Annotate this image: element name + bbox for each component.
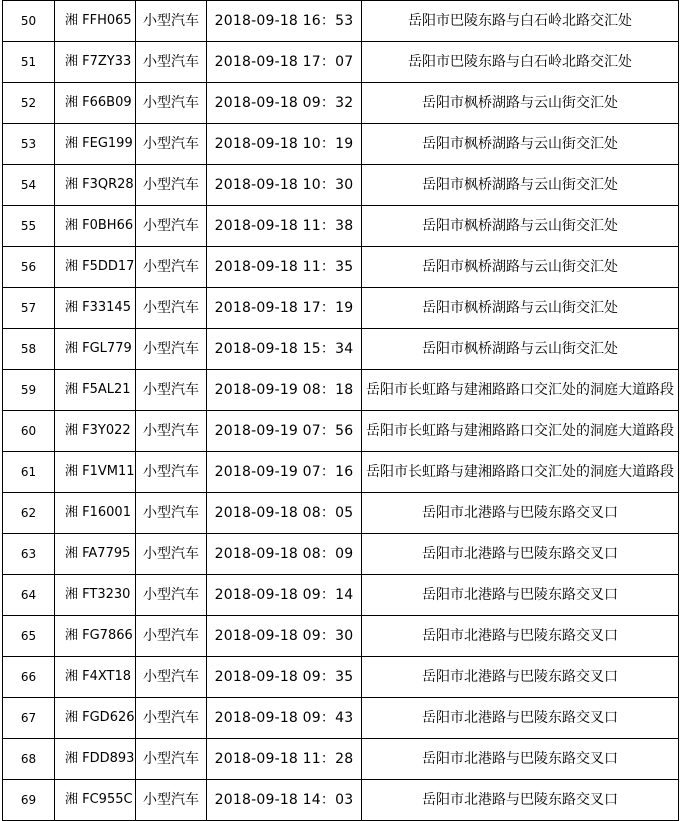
plate-number: 湘 FGD626 bbox=[55, 698, 136, 739]
violation-location bbox=[362, 534, 679, 575]
plate-number: 湘 F66B09 bbox=[55, 83, 136, 124]
row-number: 60 bbox=[3, 411, 55, 452]
violation-time: 2018-09-18 14：03 bbox=[207, 780, 362, 821]
violation-time: 2018-09-19 07：56 bbox=[207, 411, 362, 452]
violation-location bbox=[362, 616, 679, 657]
violation-time: 2018-09-18 16：53 bbox=[207, 1, 362, 42]
violation-location bbox=[362, 780, 679, 821]
violation-time: 2018-09-18 15：34 bbox=[207, 329, 362, 370]
row-number: 50 bbox=[3, 1, 55, 42]
location-text: 岳阳市枫桥湖路与云山街交汇处 bbox=[422, 341, 618, 357]
table-row bbox=[3, 493, 679, 534]
violation-time: 2018-09-18 11：35 bbox=[207, 247, 362, 288]
location-text: 岳阳市枫桥湖路与云山街交汇处 bbox=[422, 177, 618, 193]
table-row bbox=[3, 1, 679, 42]
violation-time: 2018-09-18 11：38 bbox=[207, 206, 362, 247]
vehicle-type: 小型汽车 bbox=[136, 739, 207, 780]
violation-time: 2018-09-18 09：43 bbox=[207, 698, 362, 739]
location-text: 岳阳市长虹路与建湘路路口交汇处的洞庭大道路段 bbox=[366, 423, 674, 439]
violation-time: 2018-09-18 17：19 bbox=[207, 288, 362, 329]
plate-number: 湘 FGL779 bbox=[55, 329, 136, 370]
row-number: 53 bbox=[3, 124, 55, 165]
vehicle-type: 小型汽车 bbox=[136, 616, 207, 657]
vehicle-type: 小型汽车 bbox=[136, 42, 207, 83]
location-text: 岳阳市长虹路与建湘路路口交汇处的洞庭大道路段 bbox=[366, 382, 674, 398]
location-text: 岳阳市北港路与巴陵东路交叉口 bbox=[422, 505, 618, 521]
table-row bbox=[3, 616, 679, 657]
plate-number: 湘 F16001 bbox=[55, 493, 136, 534]
row-number: 52 bbox=[3, 83, 55, 124]
table-row bbox=[3, 780, 679, 821]
row-number: 64 bbox=[3, 575, 55, 616]
table-row bbox=[3, 575, 679, 616]
violation-location bbox=[362, 329, 679, 370]
table-row bbox=[3, 42, 679, 83]
table-row bbox=[3, 206, 679, 247]
plate-number: 湘 FEG199 bbox=[55, 124, 136, 165]
row-number: 61 bbox=[3, 452, 55, 493]
plate-number: 湘 F4XT18 bbox=[55, 657, 136, 698]
vehicle-type: 小型汽车 bbox=[136, 329, 207, 370]
violation-location bbox=[362, 288, 679, 329]
table-row bbox=[3, 370, 679, 411]
vehicle-type: 小型汽车 bbox=[136, 657, 207, 698]
location-text: 岳阳市枫桥湖路与云山街交汇处 bbox=[422, 259, 618, 275]
row-number: 68 bbox=[3, 739, 55, 780]
table-row bbox=[3, 452, 679, 493]
violation-time: 2018-09-19 08：18 bbox=[207, 370, 362, 411]
location-text: 岳阳市枫桥湖路与云山街交汇处 bbox=[422, 218, 618, 234]
row-number: 57 bbox=[3, 288, 55, 329]
violation-time: 2018-09-18 08：05 bbox=[207, 493, 362, 534]
violation-location bbox=[362, 575, 679, 616]
row-number: 66 bbox=[3, 657, 55, 698]
vehicle-type: 小型汽车 bbox=[136, 575, 207, 616]
location-text: 岳阳市长虹路与建湘路路口交汇处的洞庭大道路段 bbox=[366, 464, 674, 480]
vehicle-type: 小型汽车 bbox=[136, 534, 207, 575]
table-row bbox=[3, 124, 679, 165]
violation-time: 2018-09-18 17：07 bbox=[207, 42, 362, 83]
violation-location bbox=[362, 493, 679, 534]
vehicle-type: 小型汽车 bbox=[136, 206, 207, 247]
table-row bbox=[3, 698, 679, 739]
location-text: 岳阳市北港路与巴陵东路交叉口 bbox=[422, 669, 618, 685]
violation-time: 2018-09-18 09：32 bbox=[207, 83, 362, 124]
row-number: 55 bbox=[3, 206, 55, 247]
row-number: 59 bbox=[3, 370, 55, 411]
vehicle-type: 小型汽车 bbox=[136, 83, 207, 124]
vehicle-type: 小型汽车 bbox=[136, 452, 207, 493]
vehicle-type: 小型汽车 bbox=[136, 288, 207, 329]
location-text: 岳阳市北港路与巴陵东路交叉口 bbox=[422, 751, 618, 767]
table-row bbox=[3, 288, 679, 329]
location-text: 岳阳市枫桥湖路与云山街交汇处 bbox=[422, 136, 618, 152]
violation-time: 2018-09-18 10：19 bbox=[207, 124, 362, 165]
violation-location bbox=[362, 698, 679, 739]
row-number: 58 bbox=[3, 329, 55, 370]
plate-number: 湘 FDD893 bbox=[55, 739, 136, 780]
plate-number: 湘 F3Y022 bbox=[55, 411, 136, 452]
plate-number: 湘 FC955C bbox=[55, 780, 136, 821]
vehicle-type: 小型汽车 bbox=[136, 124, 207, 165]
plate-number: 湘 F33145 bbox=[55, 288, 136, 329]
violation-location bbox=[362, 657, 679, 698]
violation-time: 2018-09-18 08：09 bbox=[207, 534, 362, 575]
violation-time: 2018-09-19 07：16 bbox=[207, 452, 362, 493]
location-text: 岳阳市巴陵东路与白石岭北路交汇处 bbox=[408, 54, 632, 70]
table-row bbox=[3, 83, 679, 124]
violation-location bbox=[362, 165, 679, 206]
location-text: 岳阳市北港路与巴陵东路交叉口 bbox=[422, 628, 618, 644]
location-text: 岳阳市枫桥湖路与云山街交汇处 bbox=[422, 300, 618, 316]
vehicle-type: 小型汽车 bbox=[136, 370, 207, 411]
table-row bbox=[3, 329, 679, 370]
location-text: 岳阳市北港路与巴陵东路交叉口 bbox=[422, 792, 618, 808]
violation-location bbox=[362, 42, 679, 83]
violation-location bbox=[362, 83, 679, 124]
table-row bbox=[3, 534, 679, 575]
vehicle-type: 小型汽车 bbox=[136, 411, 207, 452]
row-number: 63 bbox=[3, 534, 55, 575]
row-number: 54 bbox=[3, 165, 55, 206]
table-row bbox=[3, 165, 679, 206]
violation-location bbox=[362, 247, 679, 288]
location-text: 岳阳市北港路与巴陵东路交叉口 bbox=[422, 710, 618, 726]
plate-number: 湘 F7ZY33 bbox=[55, 42, 136, 83]
violation-time: 2018-09-18 09：14 bbox=[207, 575, 362, 616]
violation-location bbox=[362, 206, 679, 247]
plate-number: 湘 FFH065 bbox=[55, 1, 136, 42]
location-text: 岳阳市枫桥湖路与云山街交汇处 bbox=[422, 95, 618, 111]
location-text: 岳阳市北港路与巴陵东路交叉口 bbox=[422, 546, 618, 562]
plate-number: 湘 FT3230 bbox=[55, 575, 136, 616]
violation-time: 2018-09-18 11：28 bbox=[207, 739, 362, 780]
vehicle-type: 小型汽车 bbox=[136, 493, 207, 534]
vehicle-type: 小型汽车 bbox=[136, 165, 207, 206]
violation-location bbox=[362, 411, 679, 452]
violation-time: 2018-09-18 10：30 bbox=[207, 165, 362, 206]
vehicle-type: 小型汽车 bbox=[136, 1, 207, 42]
violation-location bbox=[362, 370, 679, 411]
row-number: 69 bbox=[3, 780, 55, 821]
plate-number: 湘 F5AL21 bbox=[55, 370, 136, 411]
vehicle-type: 小型汽车 bbox=[136, 698, 207, 739]
row-number: 65 bbox=[3, 616, 55, 657]
violation-location bbox=[362, 124, 679, 165]
violation-location bbox=[362, 452, 679, 493]
location-text: 岳阳市巴陵东路与白石岭北路交汇处 bbox=[408, 13, 632, 29]
location-text: 岳阳市北港路与巴陵东路交叉口 bbox=[422, 587, 618, 603]
plate-number: 湘 F5DD17 bbox=[55, 247, 136, 288]
vehicle-type: 小型汽车 bbox=[136, 780, 207, 821]
row-number: 56 bbox=[3, 247, 55, 288]
violation-time: 2018-09-18 09：30 bbox=[207, 616, 362, 657]
violation-location bbox=[362, 739, 679, 780]
plate-number: 湘 FG7866 bbox=[55, 616, 136, 657]
plate-number: 湘 F1VM11 bbox=[55, 452, 136, 493]
plate-number: 湘 FA7795 bbox=[55, 534, 136, 575]
table-row bbox=[3, 657, 679, 698]
violation-time: 2018-09-18 09：35 bbox=[207, 657, 362, 698]
table-body bbox=[3, 1, 679, 821]
violation-location bbox=[362, 1, 679, 42]
row-number: 62 bbox=[3, 493, 55, 534]
violation-table bbox=[2, 0, 679, 821]
plate-number: 湘 F3QR28 bbox=[55, 165, 136, 206]
plate-number: 湘 F0BH66 bbox=[55, 206, 136, 247]
row-number: 67 bbox=[3, 698, 55, 739]
table-row bbox=[3, 247, 679, 288]
table-row bbox=[3, 411, 679, 452]
table-row bbox=[3, 739, 679, 780]
vehicle-type: 小型汽车 bbox=[136, 247, 207, 288]
row-number: 51 bbox=[3, 42, 55, 83]
